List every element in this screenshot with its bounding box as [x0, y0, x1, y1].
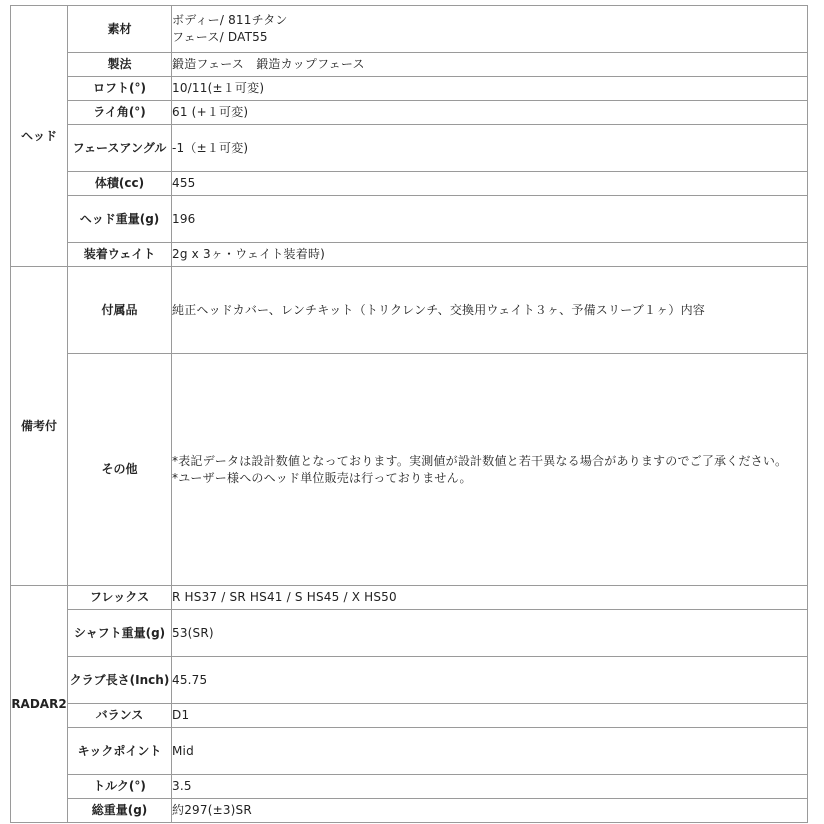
value-loft: 10/11(±１可変) — [172, 77, 808, 101]
spec-table — [10, 5, 808, 823]
note-line: *表記データは設計数値となっております。実測値が設計数値と若干異なる場合がありますのでご了承ください。 — [172, 453, 788, 468]
label-shaft-weight: シャフト重量(g) — [68, 610, 172, 657]
table-row — [11, 267, 808, 354]
label-flex: フレックス — [68, 586, 172, 610]
value-accessories: 純正ヘッドカバー、レンチキット（トリクレンチ、交換用ウェイト３ヶ、予備スリーブ１ヶ）内容 — [172, 267, 808, 354]
label-loft: ロフト(°) — [68, 77, 172, 101]
value-lie: 61 (+１可変) — [172, 101, 808, 125]
label-club-length: クラブ長さ(Inch) — [68, 657, 172, 704]
note-line: *ユーザー様へのヘッド単位販売は行っておりません。 — [172, 470, 472, 485]
label-other: その他 — [68, 354, 172, 586]
table-row — [11, 610, 808, 657]
value-method: 鍛造フェース 鍛造カップフェース — [172, 53, 808, 77]
value-flex: R HS37 / SR HS41 / S HS45 / X HS50 — [172, 586, 808, 610]
value-shaft-weight: 53(SR) — [172, 610, 808, 657]
table-row — [11, 354, 808, 586]
group-shaft: RADAR2 — [11, 586, 68, 823]
value-club-length: 45.75 — [172, 657, 808, 704]
label-accessories: 付属品 — [68, 267, 172, 354]
label-material: 素材 — [68, 6, 172, 53]
value-balance: D1 — [172, 704, 808, 728]
value-volume: 455 — [172, 172, 808, 196]
table-row — [11, 196, 808, 243]
table-row — [11, 101, 808, 125]
table-row — [11, 172, 808, 196]
table-row — [11, 125, 808, 172]
label-weights: 装着ウェイト — [68, 243, 172, 267]
label-method: 製法 — [68, 53, 172, 77]
value-weights: 2g x 3ヶ・ウェイト装着時) — [172, 243, 808, 267]
group-head: ヘッド — [11, 6, 68, 267]
value-face-angle: -1（±１可変) — [172, 125, 808, 172]
table-row — [11, 775, 808, 799]
label-torque: トルク(°) — [68, 775, 172, 799]
table-row — [11, 243, 808, 267]
label-face-angle: フェースアングル — [68, 125, 172, 172]
label-balance: バランス — [68, 704, 172, 728]
label-total-weight: 総重量(g) — [68, 799, 172, 823]
value-kick-point: Mid — [172, 728, 808, 775]
label-head-weight: ヘッド重量(g) — [68, 196, 172, 243]
value-torque: 3.5 — [172, 775, 808, 799]
table-row — [11, 53, 808, 77]
value-line: ボディー/ 811チタン — [172, 13, 288, 27]
value-line: フェース/ DAT55 — [172, 30, 268, 44]
table-row — [11, 77, 808, 101]
label-lie: ライ角(°) — [68, 101, 172, 125]
table-row — [11, 728, 808, 775]
table-row — [11, 586, 808, 610]
table-row — [11, 6, 808, 53]
value-head-weight: 196 — [172, 196, 808, 243]
group-notes: 備考付 — [11, 267, 68, 586]
label-kick-point: キックポイント — [68, 728, 172, 775]
value-total-weight: 約297(±3)SR — [172, 799, 808, 823]
table-row — [11, 799, 808, 823]
table-row — [11, 657, 808, 704]
table-row — [11, 704, 808, 728]
value-material — [172, 6, 808, 53]
value-other — [172, 354, 808, 586]
label-volume: 体積(cc) — [68, 172, 172, 196]
